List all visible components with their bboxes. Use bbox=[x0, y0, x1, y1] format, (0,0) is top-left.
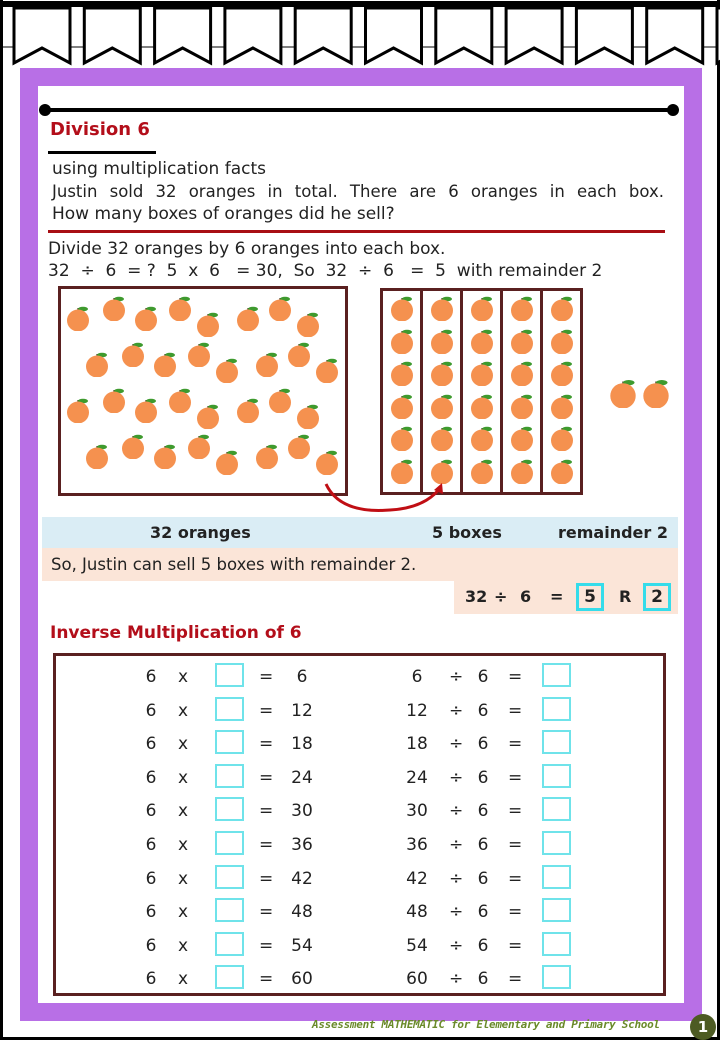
times-sign: x bbox=[177, 969, 189, 990]
orange-icon bbox=[295, 311, 321, 337]
divisor: 6 bbox=[477, 902, 489, 923]
box-column bbox=[383, 291, 423, 492]
multiplier-answer-box[interactable] bbox=[215, 730, 244, 754]
orange-icon bbox=[549, 360, 575, 386]
label-remainder: remainder 2 bbox=[558, 523, 668, 542]
product: 6 bbox=[296, 667, 308, 687]
orange-icon bbox=[608, 378, 638, 408]
equals-sign: = bbox=[259, 835, 274, 855]
box-column bbox=[463, 291, 503, 492]
multiplier-answer-box[interactable] bbox=[215, 898, 244, 922]
factor: 6 bbox=[145, 801, 157, 822]
orange-icon bbox=[429, 328, 455, 354]
orange-icon bbox=[314, 449, 340, 475]
orange-icon bbox=[509, 328, 535, 354]
equals-sign: = bbox=[259, 734, 274, 755]
equals-sign: = bbox=[259, 700, 274, 721]
orange-icon bbox=[509, 360, 535, 386]
equals-sign: = bbox=[508, 801, 523, 822]
multiplier-answer-box[interactable] bbox=[215, 697, 244, 721]
factor: 6 bbox=[145, 734, 157, 755]
orange-icon bbox=[101, 387, 127, 413]
eq-dividend: 32 bbox=[465, 587, 488, 606]
dividend: 12 bbox=[406, 700, 428, 721]
orange-icon bbox=[389, 328, 415, 354]
times-sign: x bbox=[177, 835, 189, 855]
quotient-answer-box[interactable] bbox=[542, 663, 571, 687]
quotient-answer-box[interactable] bbox=[542, 697, 571, 721]
dividend: 6 bbox=[411, 667, 423, 687]
rule-end-dot-right bbox=[667, 104, 679, 116]
divide-sign: ÷ bbox=[449, 868, 464, 889]
problem-line-1: Justin sold 32 oranges in total. There are 6 oranges in each box. bbox=[52, 182, 664, 201]
table-row bbox=[56, 697, 663, 731]
factor: 6 bbox=[145, 835, 157, 855]
orange-icon bbox=[469, 393, 495, 419]
orange-icon bbox=[235, 305, 261, 331]
dividend: 60 bbox=[406, 969, 428, 990]
divisor: 6 bbox=[477, 667, 489, 687]
orange-icon bbox=[186, 433, 212, 459]
orange-icon bbox=[314, 357, 340, 383]
equals-sign: = bbox=[259, 767, 274, 788]
problem-line-2: How many boxes of oranges did he sell? bbox=[52, 204, 395, 224]
orange-icon bbox=[389, 360, 415, 386]
orange-icon bbox=[254, 443, 280, 469]
quotient-answer-box[interactable]: 5 bbox=[576, 583, 604, 611]
equals-sign: = bbox=[508, 767, 523, 788]
footer-text: Assessment MATHEMATIC for Elementary and Primary School bbox=[312, 1018, 660, 1031]
multiplier-answer-box[interactable] bbox=[215, 764, 244, 788]
rule-end-dot-left bbox=[39, 104, 51, 116]
quotient-answer-box[interactable] bbox=[542, 730, 571, 754]
equals-sign: = bbox=[259, 801, 274, 822]
dividend: 18 bbox=[406, 734, 428, 755]
times-sign: x bbox=[177, 868, 189, 889]
orange-icon bbox=[389, 425, 415, 451]
orange-icon bbox=[549, 458, 575, 484]
equals-sign: = bbox=[259, 935, 274, 956]
times-sign: x bbox=[177, 700, 189, 721]
dividend: 24 bbox=[406, 767, 428, 788]
bunting-banner bbox=[0, 0, 720, 66]
divide-sign: ÷ bbox=[449, 935, 464, 956]
product: 18 bbox=[291, 734, 313, 755]
page-number-badge: 1 bbox=[690, 1014, 716, 1040]
times-sign: x bbox=[177, 801, 189, 822]
orange-icon bbox=[267, 295, 293, 321]
label-oranges: 32 oranges bbox=[150, 523, 251, 542]
page-title: Division 6 bbox=[50, 119, 150, 140]
multiplier-answer-box[interactable] bbox=[215, 932, 244, 956]
quotient-answer-box[interactable] bbox=[542, 898, 571, 922]
table-row bbox=[56, 831, 663, 865]
divide-sign: ÷ bbox=[449, 734, 464, 755]
equals-sign: = bbox=[508, 734, 523, 755]
multiplier-answer-box[interactable] bbox=[215, 831, 244, 855]
quotient-answer-box[interactable] bbox=[542, 831, 571, 855]
times-sign: x bbox=[177, 902, 189, 923]
divide-sign: ÷ bbox=[449, 700, 464, 721]
label-boxes: 5 boxes bbox=[432, 523, 502, 542]
orange-icon bbox=[549, 425, 575, 451]
orange-icon bbox=[84, 443, 110, 469]
orange-icon bbox=[429, 393, 455, 419]
orange-icon bbox=[84, 351, 110, 377]
divide-sign: ÷ bbox=[449, 835, 464, 855]
product: 42 bbox=[291, 868, 313, 889]
solution-line-2: 32 ÷ 6 = ? 5 x 6 = 30, So 32 ÷ 6 = 5 with remainder 2 bbox=[48, 261, 603, 281]
remainder-answer-box[interactable]: 2 bbox=[643, 583, 671, 611]
move-arrow-icon bbox=[320, 480, 450, 520]
divisor: 6 bbox=[477, 700, 489, 721]
subtitle: using multiplication facts bbox=[52, 159, 267, 179]
orange-icon bbox=[509, 425, 535, 451]
table-row bbox=[56, 932, 663, 966]
times-sign: x bbox=[177, 734, 189, 755]
table-row bbox=[56, 730, 663, 764]
divide-sign: ÷ bbox=[449, 667, 464, 687]
box-column bbox=[543, 291, 580, 492]
quotient-answer-box[interactable] bbox=[542, 764, 571, 788]
orange-icon bbox=[429, 425, 455, 451]
product: 24 bbox=[291, 767, 313, 788]
orange-icon bbox=[133, 397, 159, 423]
divisor: 6 bbox=[477, 767, 489, 788]
divisor: 6 bbox=[477, 835, 489, 855]
dividend: 36 bbox=[406, 835, 428, 855]
equals-sign: = bbox=[508, 902, 523, 923]
orange-icon bbox=[286, 341, 312, 367]
times-sign: x bbox=[177, 767, 189, 788]
title-underline bbox=[48, 151, 156, 154]
inverse-section-title: Inverse Multiplication of 6 bbox=[50, 623, 302, 643]
dividend: 48 bbox=[406, 902, 428, 923]
quotient-answer-box[interactable] bbox=[542, 932, 571, 956]
orange-icon bbox=[469, 328, 495, 354]
equals-sign: = bbox=[259, 969, 274, 990]
orange-icon bbox=[167, 387, 193, 413]
orange-icon bbox=[469, 458, 495, 484]
equals-sign: = bbox=[508, 667, 523, 687]
times-sign: x bbox=[177, 935, 189, 956]
table-row bbox=[56, 663, 663, 697]
orange-icon bbox=[195, 311, 221, 337]
divisor: 6 bbox=[477, 734, 489, 755]
five-boxes-group bbox=[380, 288, 583, 495]
divisor: 6 bbox=[477, 801, 489, 822]
orange-icon bbox=[286, 433, 312, 459]
inverse-table bbox=[53, 653, 666, 996]
divisor: 6 bbox=[477, 969, 489, 990]
orange-icon bbox=[65, 305, 91, 331]
orange-icon bbox=[509, 458, 535, 484]
divide-sign: ÷ bbox=[449, 969, 464, 990]
table-row bbox=[56, 898, 663, 932]
dividend: 42 bbox=[406, 868, 428, 889]
divisor: 6 bbox=[477, 868, 489, 889]
table-row bbox=[56, 764, 663, 798]
orange-icon bbox=[549, 328, 575, 354]
all-oranges-box bbox=[58, 286, 348, 496]
dividend: 30 bbox=[406, 801, 428, 822]
divisor: 6 bbox=[477, 935, 489, 956]
product: 54 bbox=[291, 935, 313, 956]
orange-icon bbox=[214, 357, 240, 383]
eq-remainder-label: R bbox=[619, 587, 632, 606]
eq-equals: = bbox=[550, 587, 564, 606]
orange-icon bbox=[101, 295, 127, 321]
divide-sign: ÷ bbox=[449, 801, 464, 822]
section-divider bbox=[48, 230, 665, 233]
orange-icon bbox=[549, 393, 575, 419]
orange-icon bbox=[549, 295, 575, 321]
orange-icon bbox=[120, 433, 146, 459]
quotient-answer-box[interactable] bbox=[542, 965, 571, 989]
quotient-answer-box[interactable] bbox=[542, 797, 571, 821]
times-sign: x bbox=[177, 667, 189, 687]
eq-divisor: 6 bbox=[520, 587, 532, 606]
factor: 6 bbox=[145, 667, 157, 687]
equals-sign: = bbox=[259, 902, 274, 923]
orange-icon bbox=[469, 425, 495, 451]
orange-icon bbox=[429, 295, 455, 321]
orange-icon bbox=[641, 378, 671, 408]
orange-icon bbox=[186, 341, 212, 367]
equals-sign: = bbox=[508, 700, 523, 721]
eq-divide-sign: ÷ bbox=[494, 587, 508, 606]
equals-sign: = bbox=[508, 935, 523, 956]
factor: 6 bbox=[145, 767, 157, 788]
orange-icon bbox=[152, 351, 178, 377]
dividend: 54 bbox=[406, 935, 428, 956]
orange-icon bbox=[469, 360, 495, 386]
orange-icon bbox=[120, 341, 146, 367]
multiplier-answer-box[interactable] bbox=[215, 865, 244, 889]
product: 30 bbox=[291, 801, 313, 822]
equals-sign: = bbox=[259, 667, 274, 687]
equals-sign: = bbox=[508, 868, 523, 889]
equals-sign: = bbox=[508, 835, 523, 855]
orange-icon bbox=[254, 351, 280, 377]
orange-icon bbox=[214, 449, 240, 475]
factor: 6 bbox=[145, 969, 157, 990]
quotient-answer-box[interactable] bbox=[542, 865, 571, 889]
box-column bbox=[503, 291, 543, 492]
orange-icon bbox=[469, 295, 495, 321]
conclusion-text: So, Justin can sell 5 boxes with remainder 2. bbox=[51, 555, 417, 574]
divide-sign: ÷ bbox=[449, 902, 464, 923]
orange-icon bbox=[295, 403, 321, 429]
divide-sign: ÷ bbox=[449, 767, 464, 788]
orange-icon bbox=[235, 397, 261, 423]
solution-line-1: Divide 32 oranges by 6 oranges into each box. bbox=[48, 239, 446, 259]
multiplier-answer-box[interactable] bbox=[215, 663, 244, 687]
product: 36 bbox=[291, 835, 313, 855]
orange-icon bbox=[152, 443, 178, 469]
equals-sign: = bbox=[259, 868, 274, 889]
box-column bbox=[423, 291, 463, 492]
orange-icon bbox=[509, 295, 535, 321]
table-row bbox=[56, 965, 663, 999]
orange-icon bbox=[65, 397, 91, 423]
multiplier-answer-box[interactable] bbox=[215, 797, 244, 821]
orange-icon bbox=[509, 393, 535, 419]
multiplier-answer-box[interactable] bbox=[215, 965, 244, 989]
factor: 6 bbox=[145, 935, 157, 956]
orange-icon bbox=[167, 295, 193, 321]
orange-icon bbox=[195, 403, 221, 429]
orange-icon bbox=[133, 305, 159, 331]
header-rule bbox=[44, 108, 674, 112]
orange-icon bbox=[389, 295, 415, 321]
product: 60 bbox=[291, 969, 313, 990]
equals-sign: = bbox=[508, 969, 523, 990]
factor: 6 bbox=[145, 700, 157, 721]
factor: 6 bbox=[145, 902, 157, 923]
orange-icon bbox=[389, 393, 415, 419]
product: 48 bbox=[291, 902, 313, 923]
orange-icon bbox=[267, 387, 293, 413]
product: 12 bbox=[291, 700, 313, 721]
table-row bbox=[56, 865, 663, 899]
table-row bbox=[56, 797, 663, 831]
orange-icon bbox=[429, 360, 455, 386]
factor: 6 bbox=[145, 868, 157, 889]
